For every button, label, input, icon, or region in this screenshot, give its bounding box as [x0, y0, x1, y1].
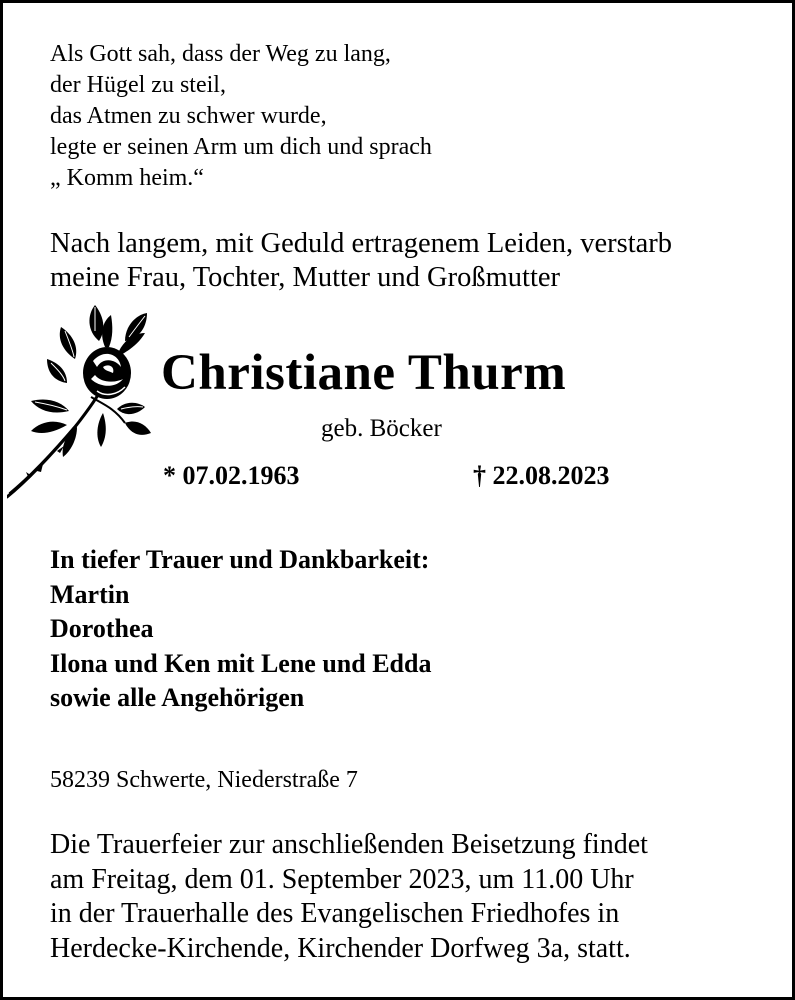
poem-line: „ Komm heim.“ [50, 165, 204, 191]
funeral-details [50, 828, 648, 966]
poem [50, 39, 432, 194]
announcement-text [50, 227, 672, 295]
maiden-name: geb. Böcker [321, 415, 442, 442]
funeral-line: in der Trauerhalle des Evangelischen Friedhofes in [50, 898, 620, 929]
announcement-line: meine Frau, Tochter, Mutter und Großmutter [50, 262, 561, 293]
mourners-heading: In tiefer Trauer und Dankbarkeit: [50, 545, 430, 574]
death-date: † 22.08.2023 [473, 461, 610, 490]
announcement-line: Nach langem, mit Geduld ertragenem Leiden, verstarb [50, 228, 673, 259]
rose-icon [7, 301, 157, 501]
deceased-name: Christiane Thurm [161, 345, 567, 401]
funeral-line: Die Trauerfeier zur anschließenden Beisetzung findet [50, 829, 648, 860]
birth-date: * 07.02.1963 [163, 461, 300, 490]
funeral-line: Herdecke-Kirchende, Kirchender Dorfweg 3a, statt. [50, 932, 631, 964]
poem-line: der Hügel zu steil, [50, 72, 226, 98]
poem-line: Als Gott sah, dass der Weg zu lang, [50, 41, 391, 67]
mourner-name: sowie alle Angehörigen [50, 683, 305, 712]
mourner-name: Martin [50, 579, 130, 609]
funeral-line: am Freitag, dem 01. September 2023, um 11.00 Uhr [50, 863, 634, 895]
mourner-name: Ilona und Ken mit Lene und Edda [50, 648, 432, 678]
address: 58239 Schwerte, Niederstraße 7 [50, 767, 358, 793]
mourner-name: Dorothea [50, 614, 154, 643]
poem-line: das Atmen zu schwer wurde, [50, 103, 327, 129]
mourners-list [50, 543, 431, 716]
poem-line: legte er seinen Arm um dich und sprach [50, 134, 432, 160]
